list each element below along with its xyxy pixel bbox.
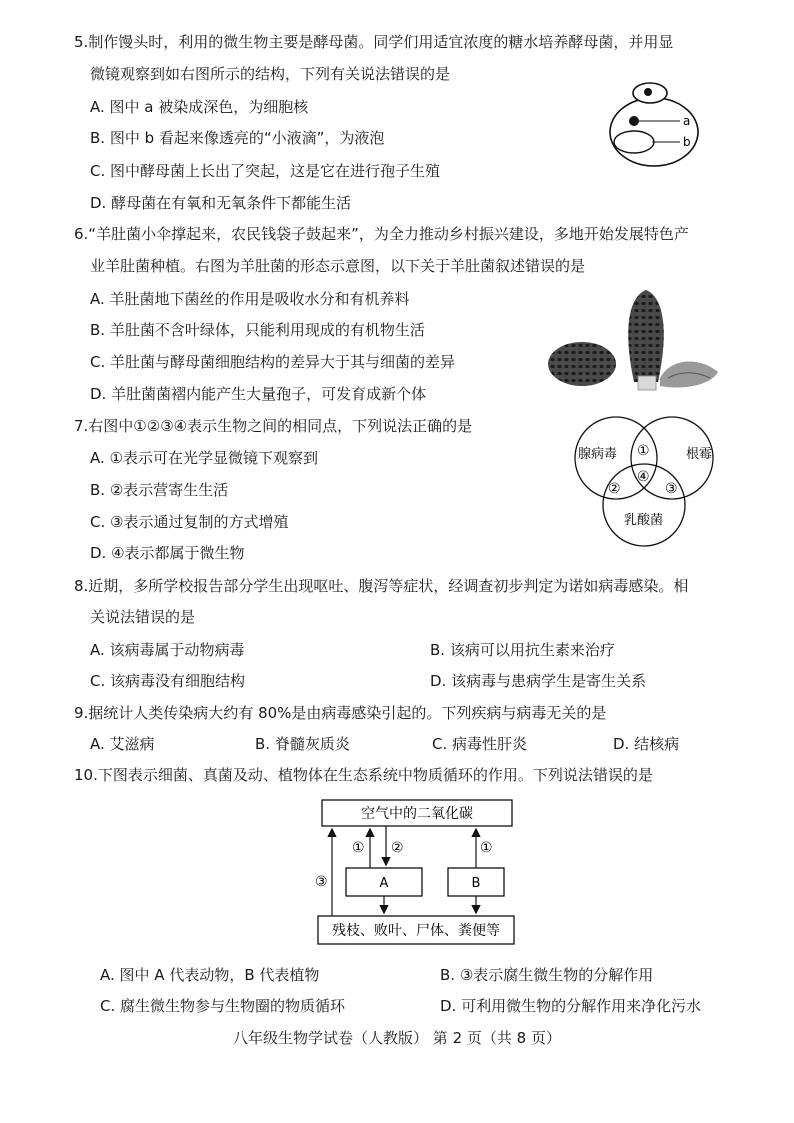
q6-option-b: B. 羊肚菌不含叶绿体，只能利用现成的有机物生活 — [90, 321, 425, 339]
morel-cap-center — [628, 290, 664, 382]
venn-number-1: ① — [637, 443, 650, 459]
morel-cap-right — [660, 361, 718, 387]
q6-option-d: D. 羊肚菌菌褶内能产生大量孢子，可发育成新个体 — [90, 385, 427, 403]
q10-option-a: A. 图中 A 代表动物，B 代表植物 — [100, 966, 320, 984]
q8-option-a: A. 该病毒属于动物病毒 — [90, 641, 245, 659]
q9-option-d: D. 结核病 — [613, 735, 680, 753]
q7-option-c: C. ③表示通过复制的方式增殖 — [90, 513, 289, 531]
q5-stem-line-1: 5.制作馒头时，利用的微生物主要是酵母菌。同学们用适宜浓度的糖水培养酵母菌，并用显 — [74, 33, 674, 51]
venn-label-bacteria: 乳酸菌 — [624, 513, 664, 528]
venn-label-virus: 腺病毒 — [578, 447, 618, 462]
q5-option-b: B. 图中 b 看起来像透亮的“小液滴”，为液泡 — [90, 129, 385, 147]
venn-number-3: ③ — [665, 481, 678, 497]
venn-label-mold: 根霉 — [686, 447, 713, 462]
nucleus-a — [629, 116, 639, 126]
q10-option-b: B. ③表示腐生微生物的分解作用 — [440, 966, 654, 984]
label-a: a — [683, 114, 691, 128]
q9-option-c: C. 病毒性肝炎 — [432, 735, 528, 753]
q5-stem-line-2: 微镜观察到如右图所示的结构，下列有关说法错误的是 — [90, 65, 451, 83]
q6-option-c: C. 羊肚菌与酵母菌细胞结构的差异大于其与细菌的差异 — [90, 353, 456, 371]
q10-option-c: C. 腐生微生物参与生物圈的物质循环 — [100, 997, 346, 1015]
venn-number-4: ④ — [637, 469, 650, 485]
q8-option-c: C. 该病毒没有细胞结构 — [90, 672, 246, 690]
q8-stem-line-2: 关说法错误的是 — [90, 608, 196, 626]
box-air-co2-label: 空气中的二氧化碳 — [361, 806, 473, 822]
morel-stem — [638, 376, 656, 390]
bud-nucleus — [644, 88, 652, 96]
morel-cap-left — [548, 342, 616, 386]
box-remains-label: 残枝、败叶、尸体、粪便等 — [332, 923, 500, 939]
venn-diagram — [562, 412, 738, 552]
q10-option-d: D. 可利用微生物的分解作用来净化污水 — [440, 997, 702, 1015]
page-footer: 八年级生物学试卷（人教版） 第 2 页（共 8 页） — [233, 1029, 561, 1047]
q7-option-a: A. ①表示可在光学显微镜下观察到 — [90, 449, 318, 467]
q6-option-a: A. 羊肚菌地下菌丝的作用是吸收水分和有机养料 — [90, 290, 410, 308]
morel-mushroom-illustration — [542, 286, 732, 396]
q8-option-d: D. 该病毒与患病学生是寄生关系 — [430, 672, 647, 690]
box-a-label: A — [379, 876, 389, 891]
vacuole-b — [614, 131, 654, 153]
box-b-label: B — [471, 876, 481, 891]
venn-number-2: ② — [608, 481, 621, 497]
flow-circle-2: ② — [391, 840, 404, 856]
flow-circle-1b: ① — [480, 840, 493, 856]
q9-option-b: B. 脊髓灰质炎 — [255, 735, 350, 753]
q8-stem-line-1: 8.近期，多所学校报告部分学生出现呕吐、腹泻等症状，经调查初步判定为诺如病毒感染。相 — [74, 577, 689, 595]
q5-option-c: C. 图中酵母菌上长出了突起，这是它在进行孢子生殖 — [90, 162, 441, 180]
q7-option-b: B. ②表示营寄生生活 — [90, 481, 229, 499]
label-b: b — [683, 135, 691, 149]
q8-option-b: B. 该病可以用抗生素来治疗 — [430, 641, 615, 659]
q5-option-d: D. 酵母菌在有氧和无氧条件下都能生活 — [90, 194, 352, 212]
q9-stem: 9.据统计人类传染病大约有 80%是由病毒感染引起的。下列疾病与病毒无关的是 — [74, 704, 607, 722]
matter-cycle-diagram — [300, 794, 530, 949]
q7-option-d: D. ④表示都属于微生物 — [90, 544, 245, 562]
flow-circle-3: ③ — [315, 874, 328, 890]
flow-circle-1: ① — [352, 840, 365, 856]
q10-stem: 10.下图表示细菌、真菌及动、植物体在生态系统中物质循环的作用。下列说法错误的是 — [74, 766, 653, 784]
q6-stem-line-2: 业羊肚菌种植。右图为羊肚菌的形态示意图，以下关于羊肚菌叙述错误的是 — [90, 257, 586, 275]
q7-stem: 7.右图中①②③④表示生物之间的相同点，下列说法正确的是 — [74, 417, 473, 435]
q6-stem-line-1: 6.“羊肚菌小伞撑起来，农民钱袋子鼓起来”，为全力推动乡村振兴建设，多地开始发展特色产 — [74, 225, 689, 243]
yeast-cell-figure — [596, 74, 706, 184]
q5-option-a: A. 图中 a 被染成深色，为细胞核 — [90, 98, 309, 116]
q9-option-a: A. 艾滋病 — [90, 735, 155, 753]
